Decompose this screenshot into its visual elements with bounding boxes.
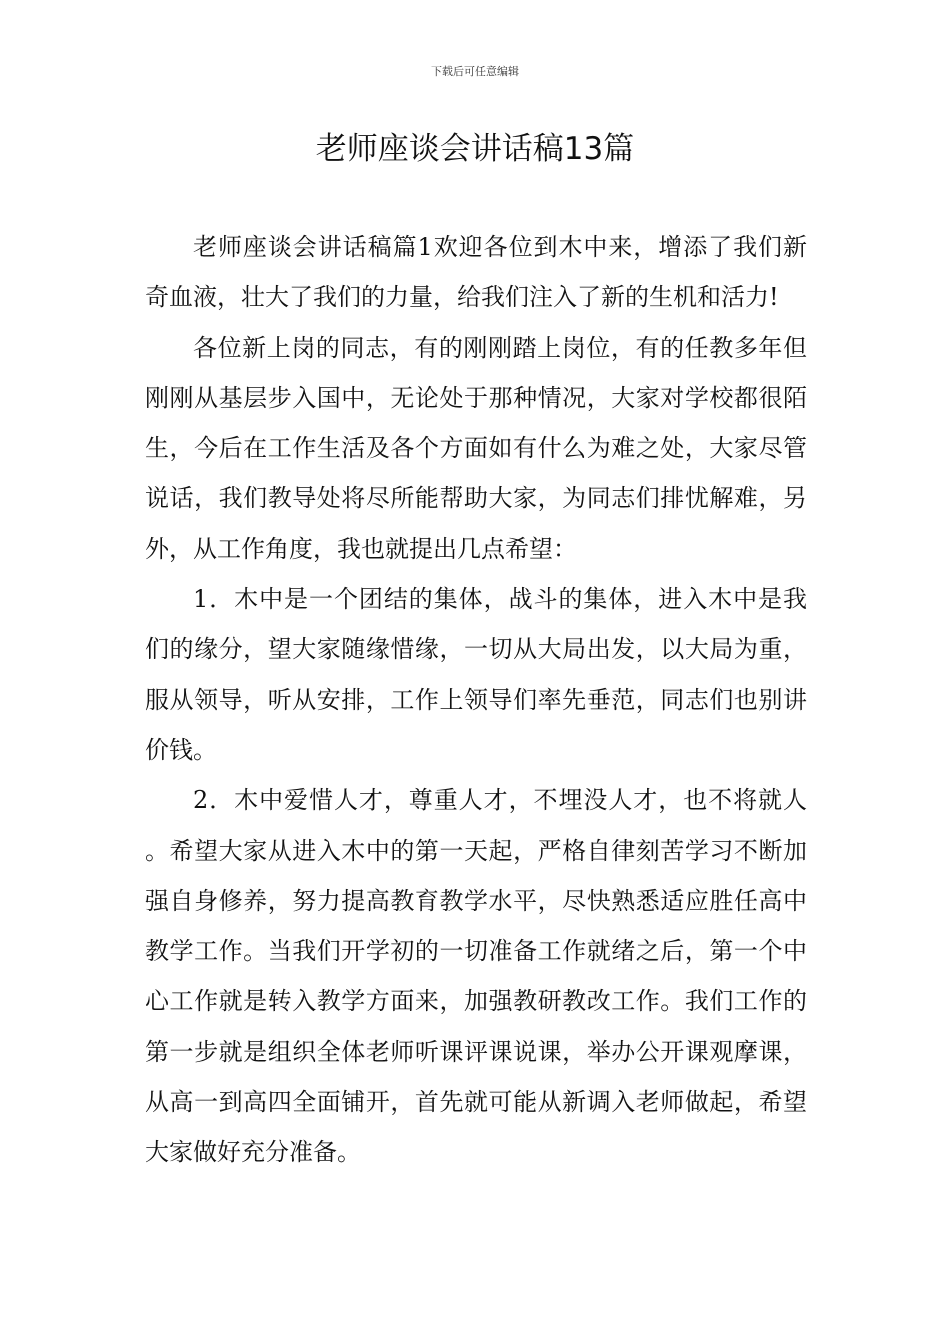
paragraph-1: 老师座谈会讲话稿篇1欢迎各位到木中来，增添了我们新奇血液，壮大了我们的力量，给我们注入了新的生机和活力! [145,233,807,312]
paragraph-3: 1．木中是一个团结的集体，战斗的集体，进入木中是我们的缘分，望大家随缘惜缘，一切从大局出发，以大局为重，服从领导，听从安排，工作上领导们率先垂范，同志们也别讲价钱。 [145,585,807,764]
page-title: 老师座谈会讲话稿13篇 [315,131,635,167]
document-body [145,222,807,1178]
paragraph-4: 2．木中爱惜人才，尊重人才，不埋没人才，也不将就人。希望大家从进入木中的第一天起，严格自律刻苦学习不断加强自身修养，努力提高教育教学水平，尽快熟悉适应胜任高中教学工作。当我们开学初的一切准备工作就绪之后，第一个中心工作就是转入教学方面来，加强教研教改工作。我们工作的第一步就是组织全体老师听课评课说课，举办公开课观摩课，从高一到高四全面铺开，首先就可能从新调入老师做起，希望大家做好充分准备。 [145,786,807,1167]
header-note: 下载后可任意编辑 [431,65,519,78]
paragraph-2: 各位新上岗的同志，有的刚刚踏上岗位，有的任教多年但刚刚从基层步入国中，无论处于那种情况，大家对学校都很陌生，今后在工作生活及各个方面如有什么为难之处，大家尽管说话，我们教导处将尽所能帮助大家，为同志们排忧解难，另外，从工作角度，我也就提出几点希望： [145,333,807,563]
